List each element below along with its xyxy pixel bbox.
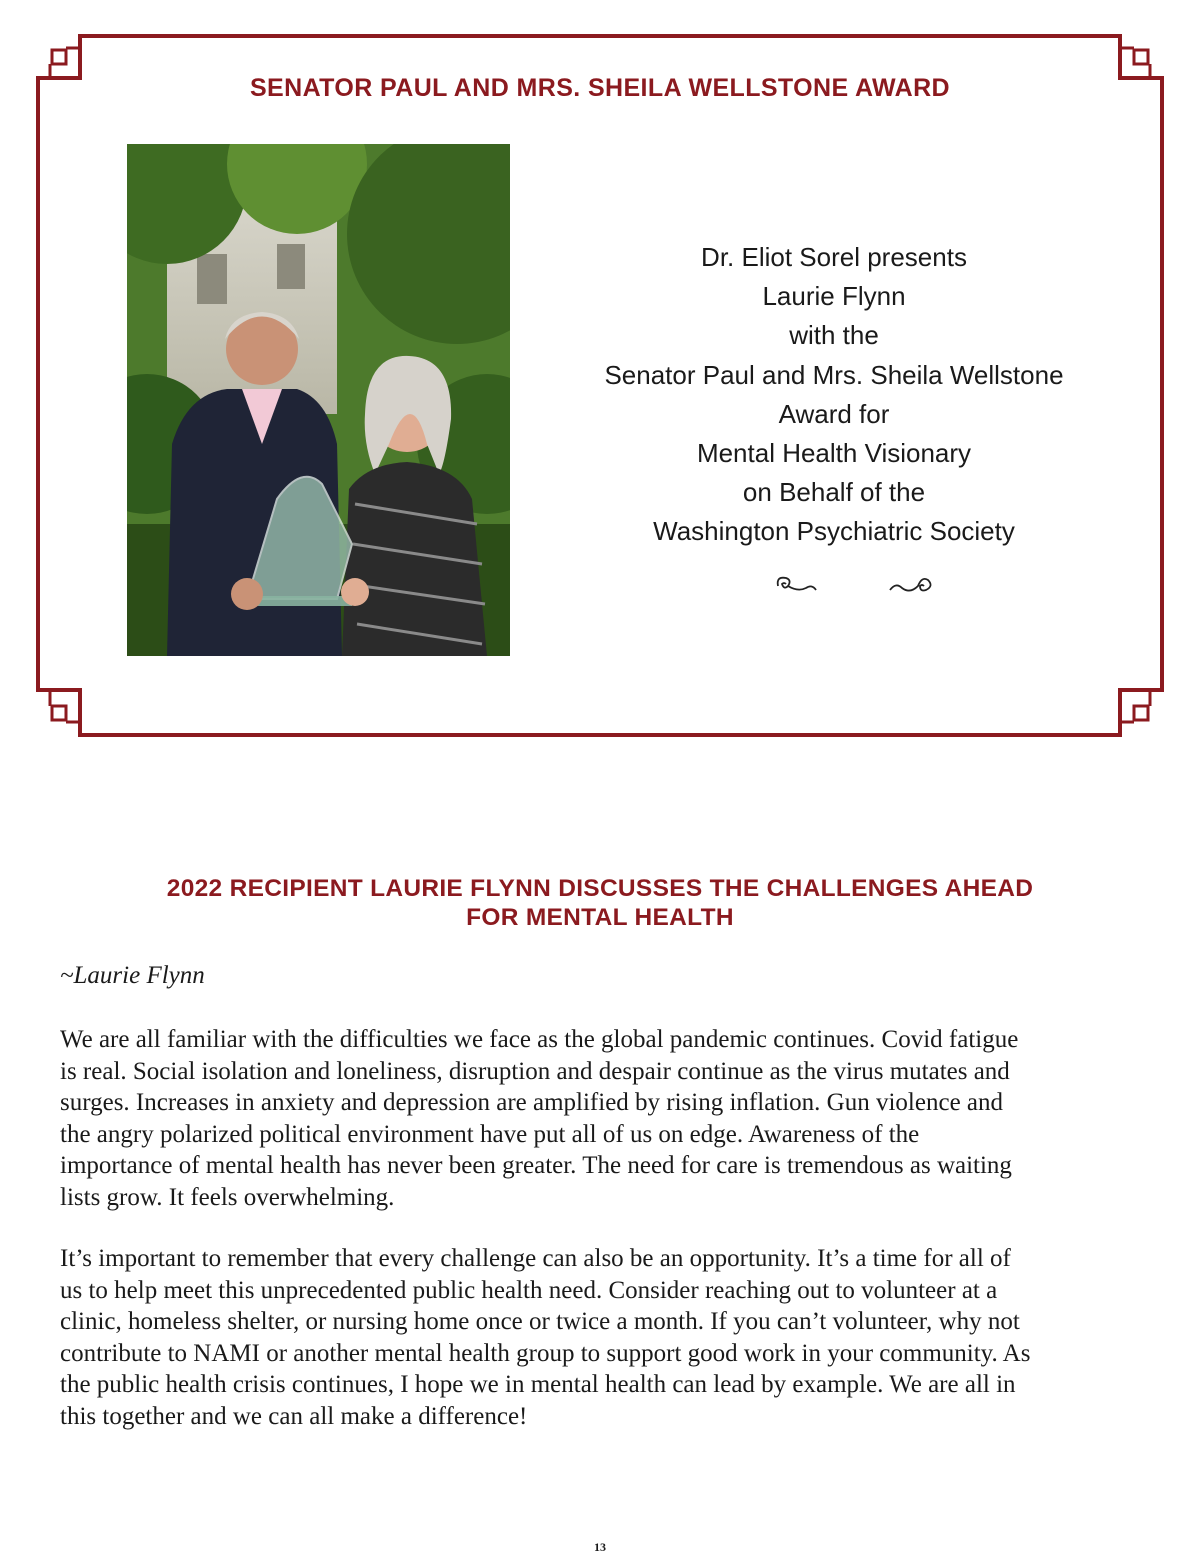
caption-line: Dr. Eliot Sorel presents	[701, 242, 967, 272]
flourish-right-svg	[888, 570, 934, 600]
paragraph-line: importance of mental health has never been greater. The need for care is tremendous as waiting	[60, 1152, 1012, 1179]
article-paragraph-2	[60, 1243, 1130, 1432]
caption-line: Award for	[778, 398, 890, 429]
paragraph-line: the public health crisis continues, I hope we in mental health can lead by example. We are all in	[60, 1371, 1016, 1398]
flourish-left-svg	[774, 570, 818, 600]
article-title-line: FOR MENTAL HEALTH	[466, 904, 734, 931]
caption-line: Laurie Flynn	[762, 281, 906, 312]
caption-line: Washington Psychiatric Society	[653, 516, 1015, 547]
paragraph-line: It’s important to remember that every challenge can also be an opportunity. It’s a time for all of	[60, 1245, 1011, 1272]
flourish-right-icon	[888, 570, 934, 605]
flourish-left-icon	[774, 570, 818, 605]
caption-line: Mental Health Visionary	[696, 438, 972, 469]
award-photo-illustration	[127, 144, 510, 656]
paragraph-line: We are all familiar with the difficulties we face as the global pandemic continues. Covid fatigue	[60, 1026, 1019, 1053]
article-title	[60, 874, 1140, 932]
article-title-line: 2022 RECIPIENT LAURIE FLYNN DISCUSSES THE CHALLENGES AHEAD	[166, 875, 1034, 902]
caption-line: with the	[789, 320, 879, 351]
paragraph-line: lists grow. It feels overwhelming.	[60, 1183, 395, 1211]
paragraph-line: this together and we can all make a difference!	[60, 1402, 528, 1430]
paragraph-line: surges. Increases in anxiety and depression are amplified by rising inflation. Gun violence and	[60, 1089, 1004, 1116]
page-number: 13	[594, 1540, 606, 1554]
article-paragraph-1	[60, 1024, 1130, 1213]
award-caption	[560, 238, 1108, 552]
award-photo	[127, 144, 510, 656]
caption-line: on Behalf of the	[742, 477, 926, 508]
paragraph-line: is real. Social isolation and loneliness, disruption and despair continue as the virus mutates and	[60, 1057, 1010, 1085]
paragraph-line: contribute to NAMI or another mental health group to support good work in your community. As	[60, 1339, 1031, 1367]
article-byline: ~Laurie Flynn	[60, 962, 205, 989]
paragraph-line: the angry polarized political environment have put all of us on edge. Awareness of the	[60, 1120, 920, 1148]
caption-line: Senator Paul and Mrs. Sheila Wellstone	[604, 359, 1064, 390]
award-title: SENATOR PAUL AND MRS. SHEILA WELLSTONE AWARD	[249, 74, 951, 102]
paragraph-line: clinic, homeless shelter, or nursing home once or twice a month. If you can’t volunteer, why not	[60, 1308, 1020, 1335]
paragraph-line: us to help meet this unprecedented public health need. Consider reaching out to volunteer at a	[60, 1276, 998, 1304]
